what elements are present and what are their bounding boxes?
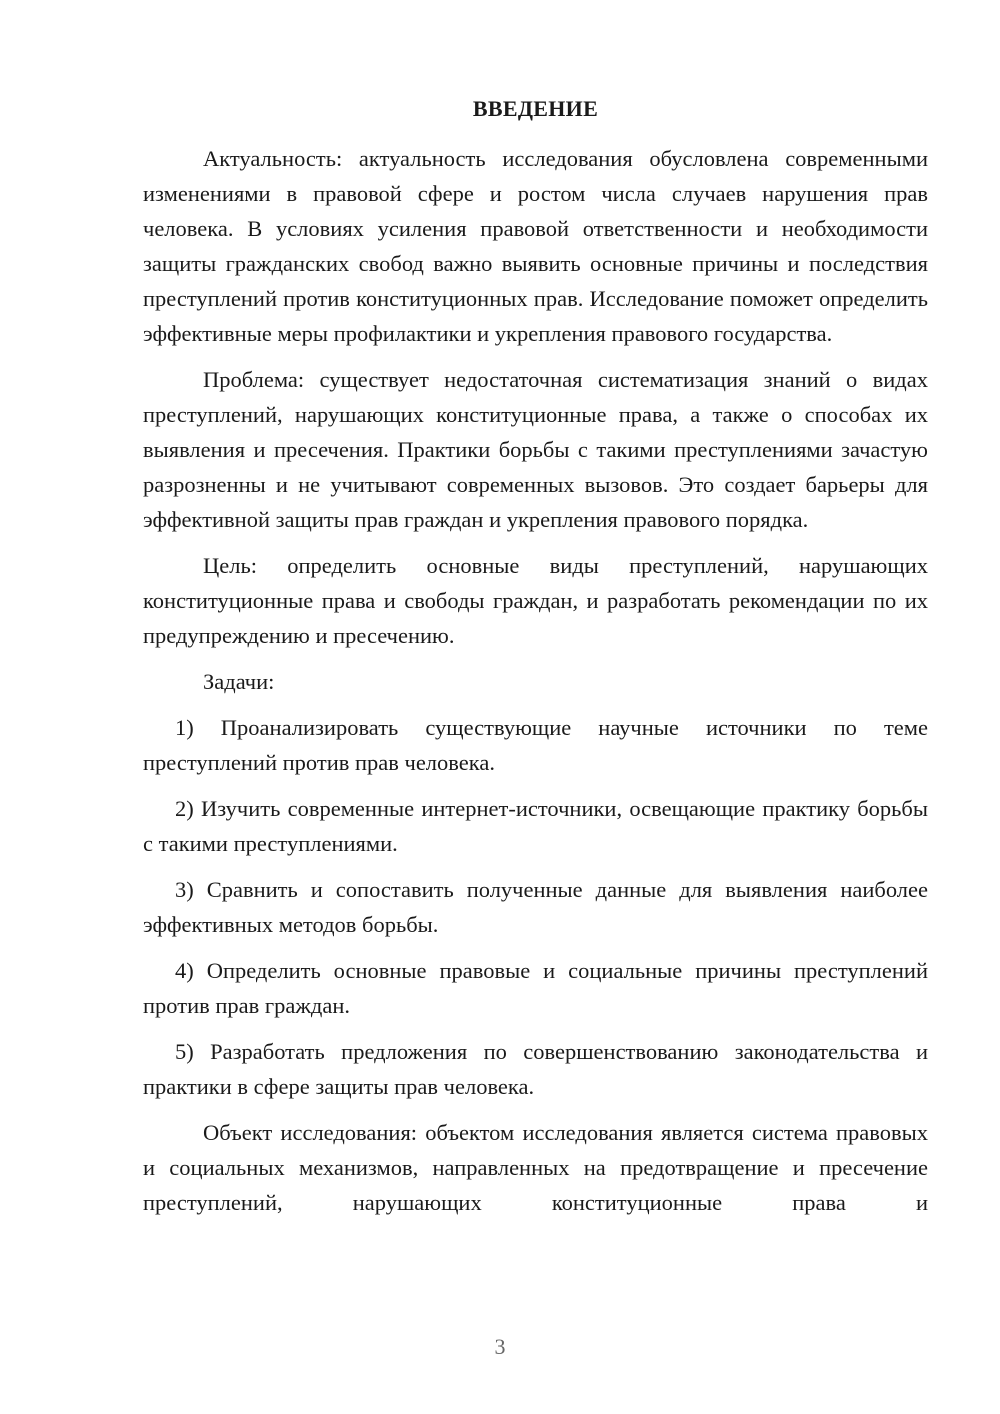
task-item: 1) Проанализировать существующие научные источники по теме преступлений против прав человека. xyxy=(143,715,928,775)
task-item: 4) Определить основные правовые и социальные причины преступлений против прав граждан. xyxy=(143,958,928,1018)
task-item: 5) Разработать предложения по совершенствованию законодательства и практики в сфере защиты прав человека. xyxy=(143,1039,928,1099)
goal-paragraph: Цель: определить основные виды преступлений, нарушающих конституционные права и свободы граждан, и разработать рекомендации по их предупреждению и пресечению. xyxy=(143,553,928,648)
document-body xyxy=(143,94,928,1220)
tasks-label: Задачи: xyxy=(203,669,275,694)
task-item: 2) Изучить современные интернет-источники, освещающие практику борьбы с такими преступлениями. xyxy=(143,796,928,856)
problem-paragraph: Проблема: существует недостаточная систематизация знаний о видах преступлений, нарушающих конституционные права, а также о способах их выявления и пресечения. Практики борьбы с такими преступлениями зачастую разрозненны и не учитывают современных вызовов. Это создает барьеры для эффективной защиты прав граждан и укрепления правового порядка. xyxy=(143,367,928,532)
object-paragraph: Объект исследования: объектом исследования является система правовых и социальных механизмов, направленных на предотвращение и пресечение преступлений, нарушающих конституционные права и xyxy=(143,1120,928,1215)
task-item: 3) Сравнить и сопоставить полученные данные для выявления наиболее эффективных методов борьбы. xyxy=(143,877,928,937)
section-heading: ВВЕДЕНИЕ xyxy=(472,96,599,121)
page-number: 3 xyxy=(494,1334,506,1359)
relevance-paragraph: Актуальность: актуальность исследования обусловлена современными изменениями в правовой сфере и ростом числа случаев нарушения прав человека. В условиях усиления правовой ответственности и необходимости защиты гражданских свобод важно выявить основные причины и последствия преступлений против конституционных прав. Исследование поможет определить эффективные меры профилактики и укрепления правового государства. xyxy=(143,146,928,346)
